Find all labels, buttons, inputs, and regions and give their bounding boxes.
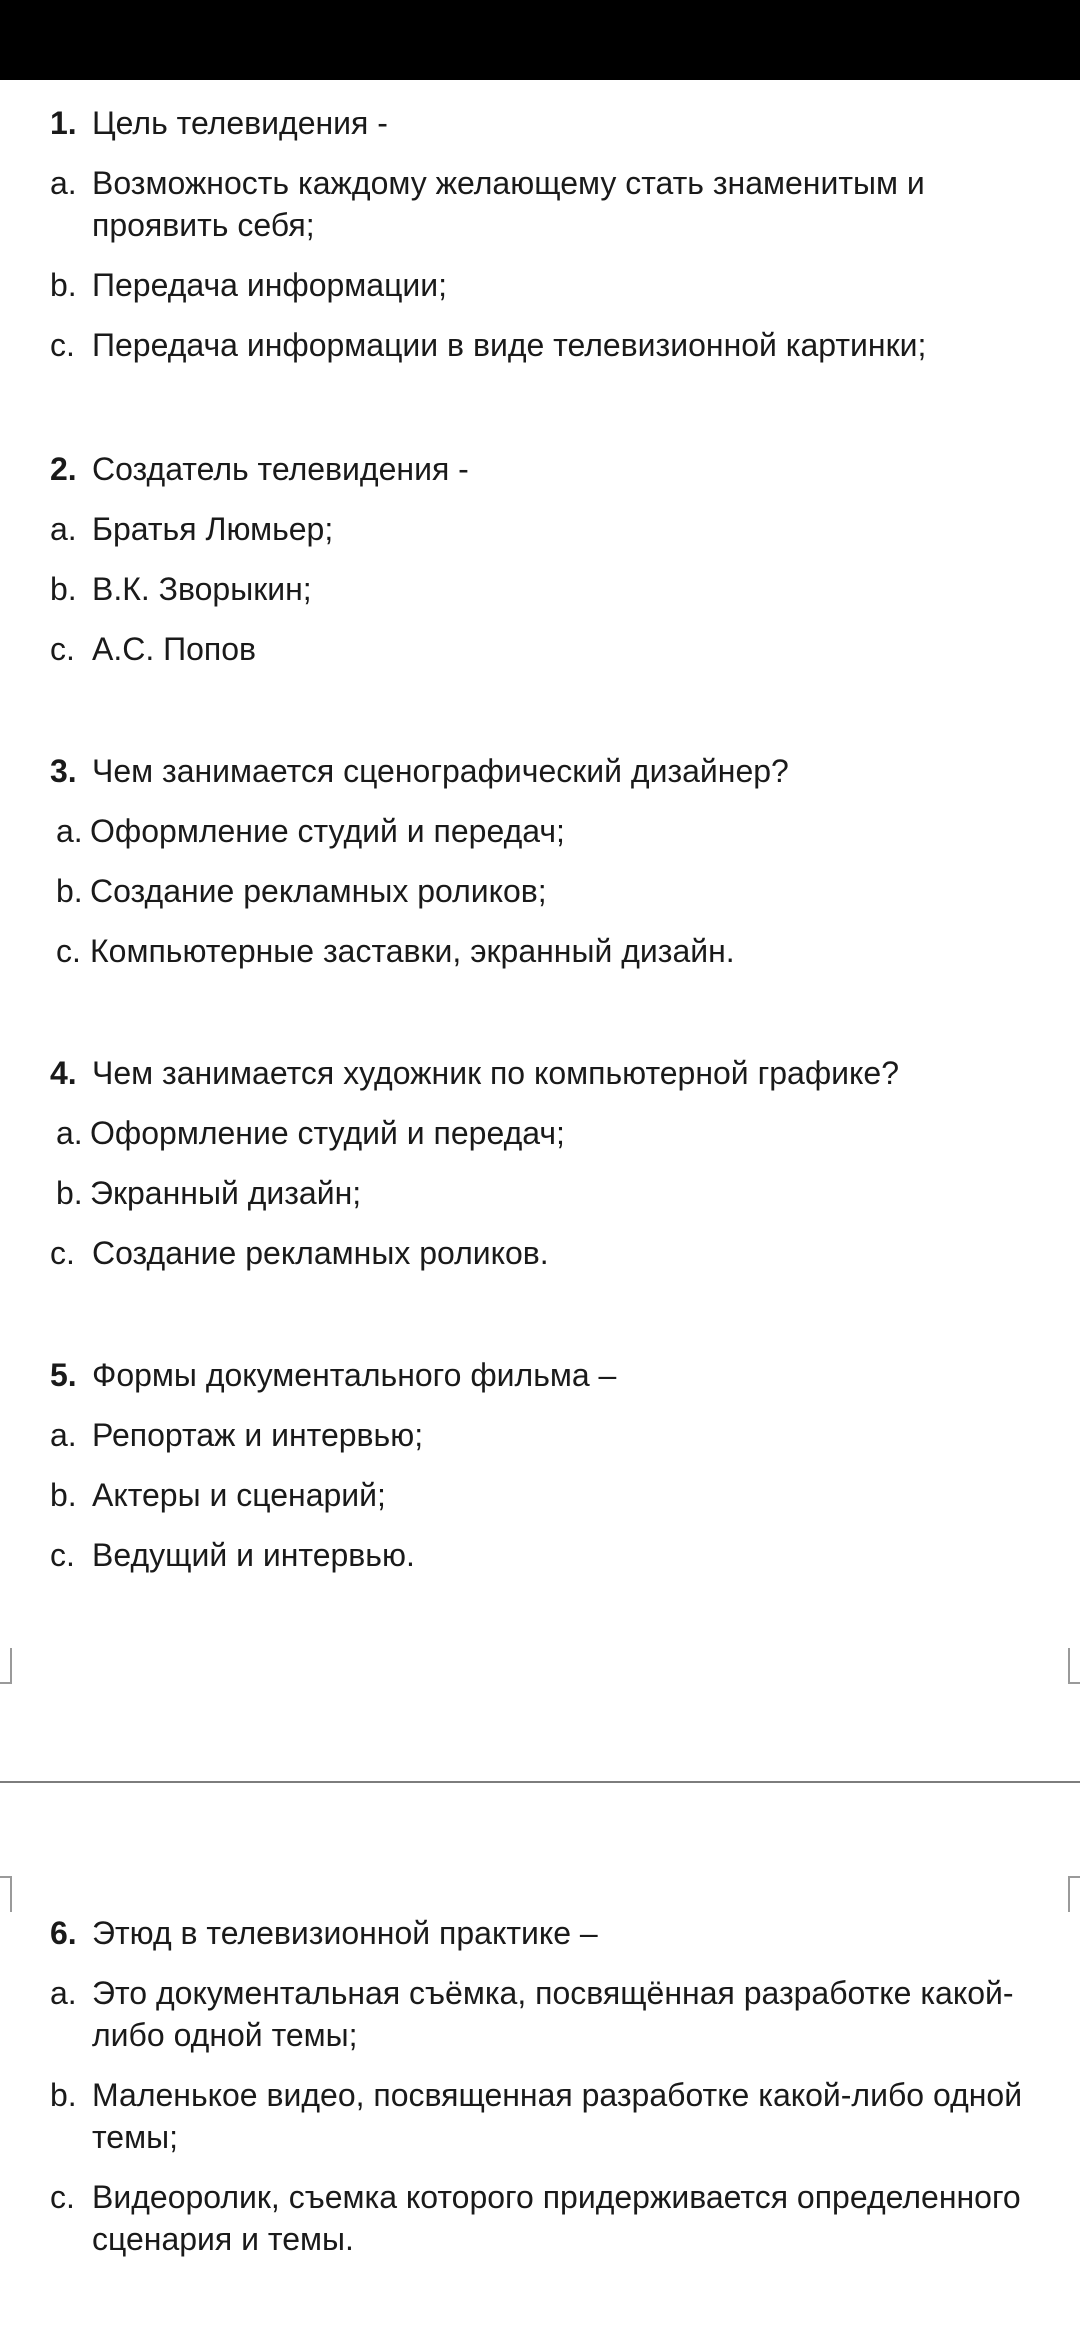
answer-option	[0, 1172, 1080, 1214]
answer-option	[0, 1972, 1080, 2056]
question-text: Создатель телевидения -	[92, 451, 469, 487]
question-number: 4.	[50, 1055, 77, 1091]
answer-letter: a.	[50, 511, 77, 547]
answer-option	[0, 1474, 1080, 1516]
question-text: Этюд в телевизионной практике –	[92, 1915, 598, 1951]
answer-letter: a.	[56, 1115, 83, 1151]
question-1	[0, 102, 1080, 384]
question-3	[0, 750, 1080, 990]
page-corner-mark	[0, 1876, 12, 1912]
answer-option	[0, 2074, 1080, 2158]
status-bar	[0, 0, 1080, 80]
answer-text: Возможность каждому желающему стать знаменитым и проявить себя;	[92, 165, 925, 243]
answer-option	[0, 870, 1080, 912]
answer-option	[0, 628, 1080, 670]
answer-letter: a.	[50, 165, 77, 201]
answer-letter: b.	[56, 873, 83, 909]
answer-letter: a.	[56, 813, 83, 849]
answer-text: Передача информации в виде телевизионной картинки;	[92, 327, 927, 363]
answer-option	[0, 264, 1080, 306]
answer-letter: c.	[50, 2179, 75, 2215]
question-title	[0, 448, 1080, 490]
question-title	[0, 750, 1080, 792]
answer-option	[0, 162, 1080, 246]
question-5	[0, 1354, 1080, 1594]
answer-letter: b.	[50, 2077, 77, 2113]
question-title	[0, 1354, 1080, 1396]
answer-option	[0, 1232, 1080, 1274]
answer-text: Маленькое видео, посвященная разработке какой-либо одной темы;	[92, 2077, 1023, 2155]
question-text: Чем занимается художник по компьютерной графике?	[92, 1055, 899, 1091]
answer-letter: c.	[50, 1235, 75, 1271]
answer-letter: c.	[50, 327, 75, 363]
answer-letter: b.	[50, 1477, 77, 1513]
question-6	[0, 1912, 1080, 2278]
answer-option	[0, 810, 1080, 852]
answer-option	[0, 930, 1080, 972]
question-text: Чем занимается сценографический дизайнер?	[92, 753, 789, 789]
answer-text: Видеоролик, съемка которого придерживается определенного сценария и темы.	[92, 2179, 1021, 2257]
question-4	[0, 1052, 1080, 1292]
page-corner-mark	[1068, 1876, 1080, 1912]
answer-option	[0, 324, 1080, 366]
answer-option	[0, 1534, 1080, 1576]
answer-text: Компьютерные заставки, экранный дизайн.	[90, 933, 735, 969]
answer-text: Это документальная съёмка, посвящённая разработке какой-либо одной темы;	[92, 1975, 1014, 2053]
question-number: 6.	[50, 1915, 77, 1951]
answer-option	[0, 568, 1080, 610]
answer-text: Репортаж и интервью;	[92, 1417, 424, 1453]
question-number: 1.	[50, 105, 77, 141]
answer-text: Актеры и сценарий;	[92, 1477, 386, 1513]
question-number: 2.	[50, 451, 77, 487]
question-title	[0, 1052, 1080, 1094]
answer-letter: c.	[56, 933, 81, 969]
answer-text: Оформление студий и передач;	[90, 813, 565, 849]
answer-option	[0, 1112, 1080, 1154]
page-divider	[0, 1781, 1080, 1783]
question-number: 3.	[50, 753, 77, 789]
answer-text: Передача информации;	[92, 267, 448, 303]
answer-option	[0, 508, 1080, 550]
answer-letter: c.	[50, 1537, 75, 1573]
question-text: Цель телевидения -	[92, 105, 388, 141]
answer-letter: b.	[50, 267, 77, 303]
question-text: Формы документального фильма –	[92, 1357, 617, 1393]
answer-letter: b.	[56, 1175, 83, 1211]
answer-letter: b.	[50, 571, 77, 607]
page-corner-mark	[0, 1648, 12, 1684]
answer-option	[0, 1414, 1080, 1456]
question-title	[0, 1912, 1080, 1954]
answer-letter: a.	[50, 1975, 77, 2011]
answer-text: Братья Люмьер;	[92, 511, 334, 547]
answer-letter: a.	[50, 1417, 77, 1453]
question-2	[0, 448, 1080, 688]
question-title	[0, 102, 1080, 144]
answer-text: Ведущий и интервью.	[92, 1537, 415, 1573]
answer-text: Создание рекламных роликов;	[90, 873, 547, 909]
answer-text: Создание рекламных роликов.	[92, 1235, 549, 1271]
answer-letter: c.	[50, 631, 75, 667]
answer-option	[0, 2176, 1080, 2260]
answer-text: Оформление студий и передач;	[90, 1115, 565, 1151]
answer-text: В.К. Зворыкин;	[92, 571, 312, 607]
page-corner-mark	[1068, 1648, 1080, 1684]
question-number: 5.	[50, 1357, 77, 1393]
answer-text: Экранный дизайн;	[90, 1175, 362, 1211]
answer-text: А.С. Попов	[92, 631, 257, 667]
